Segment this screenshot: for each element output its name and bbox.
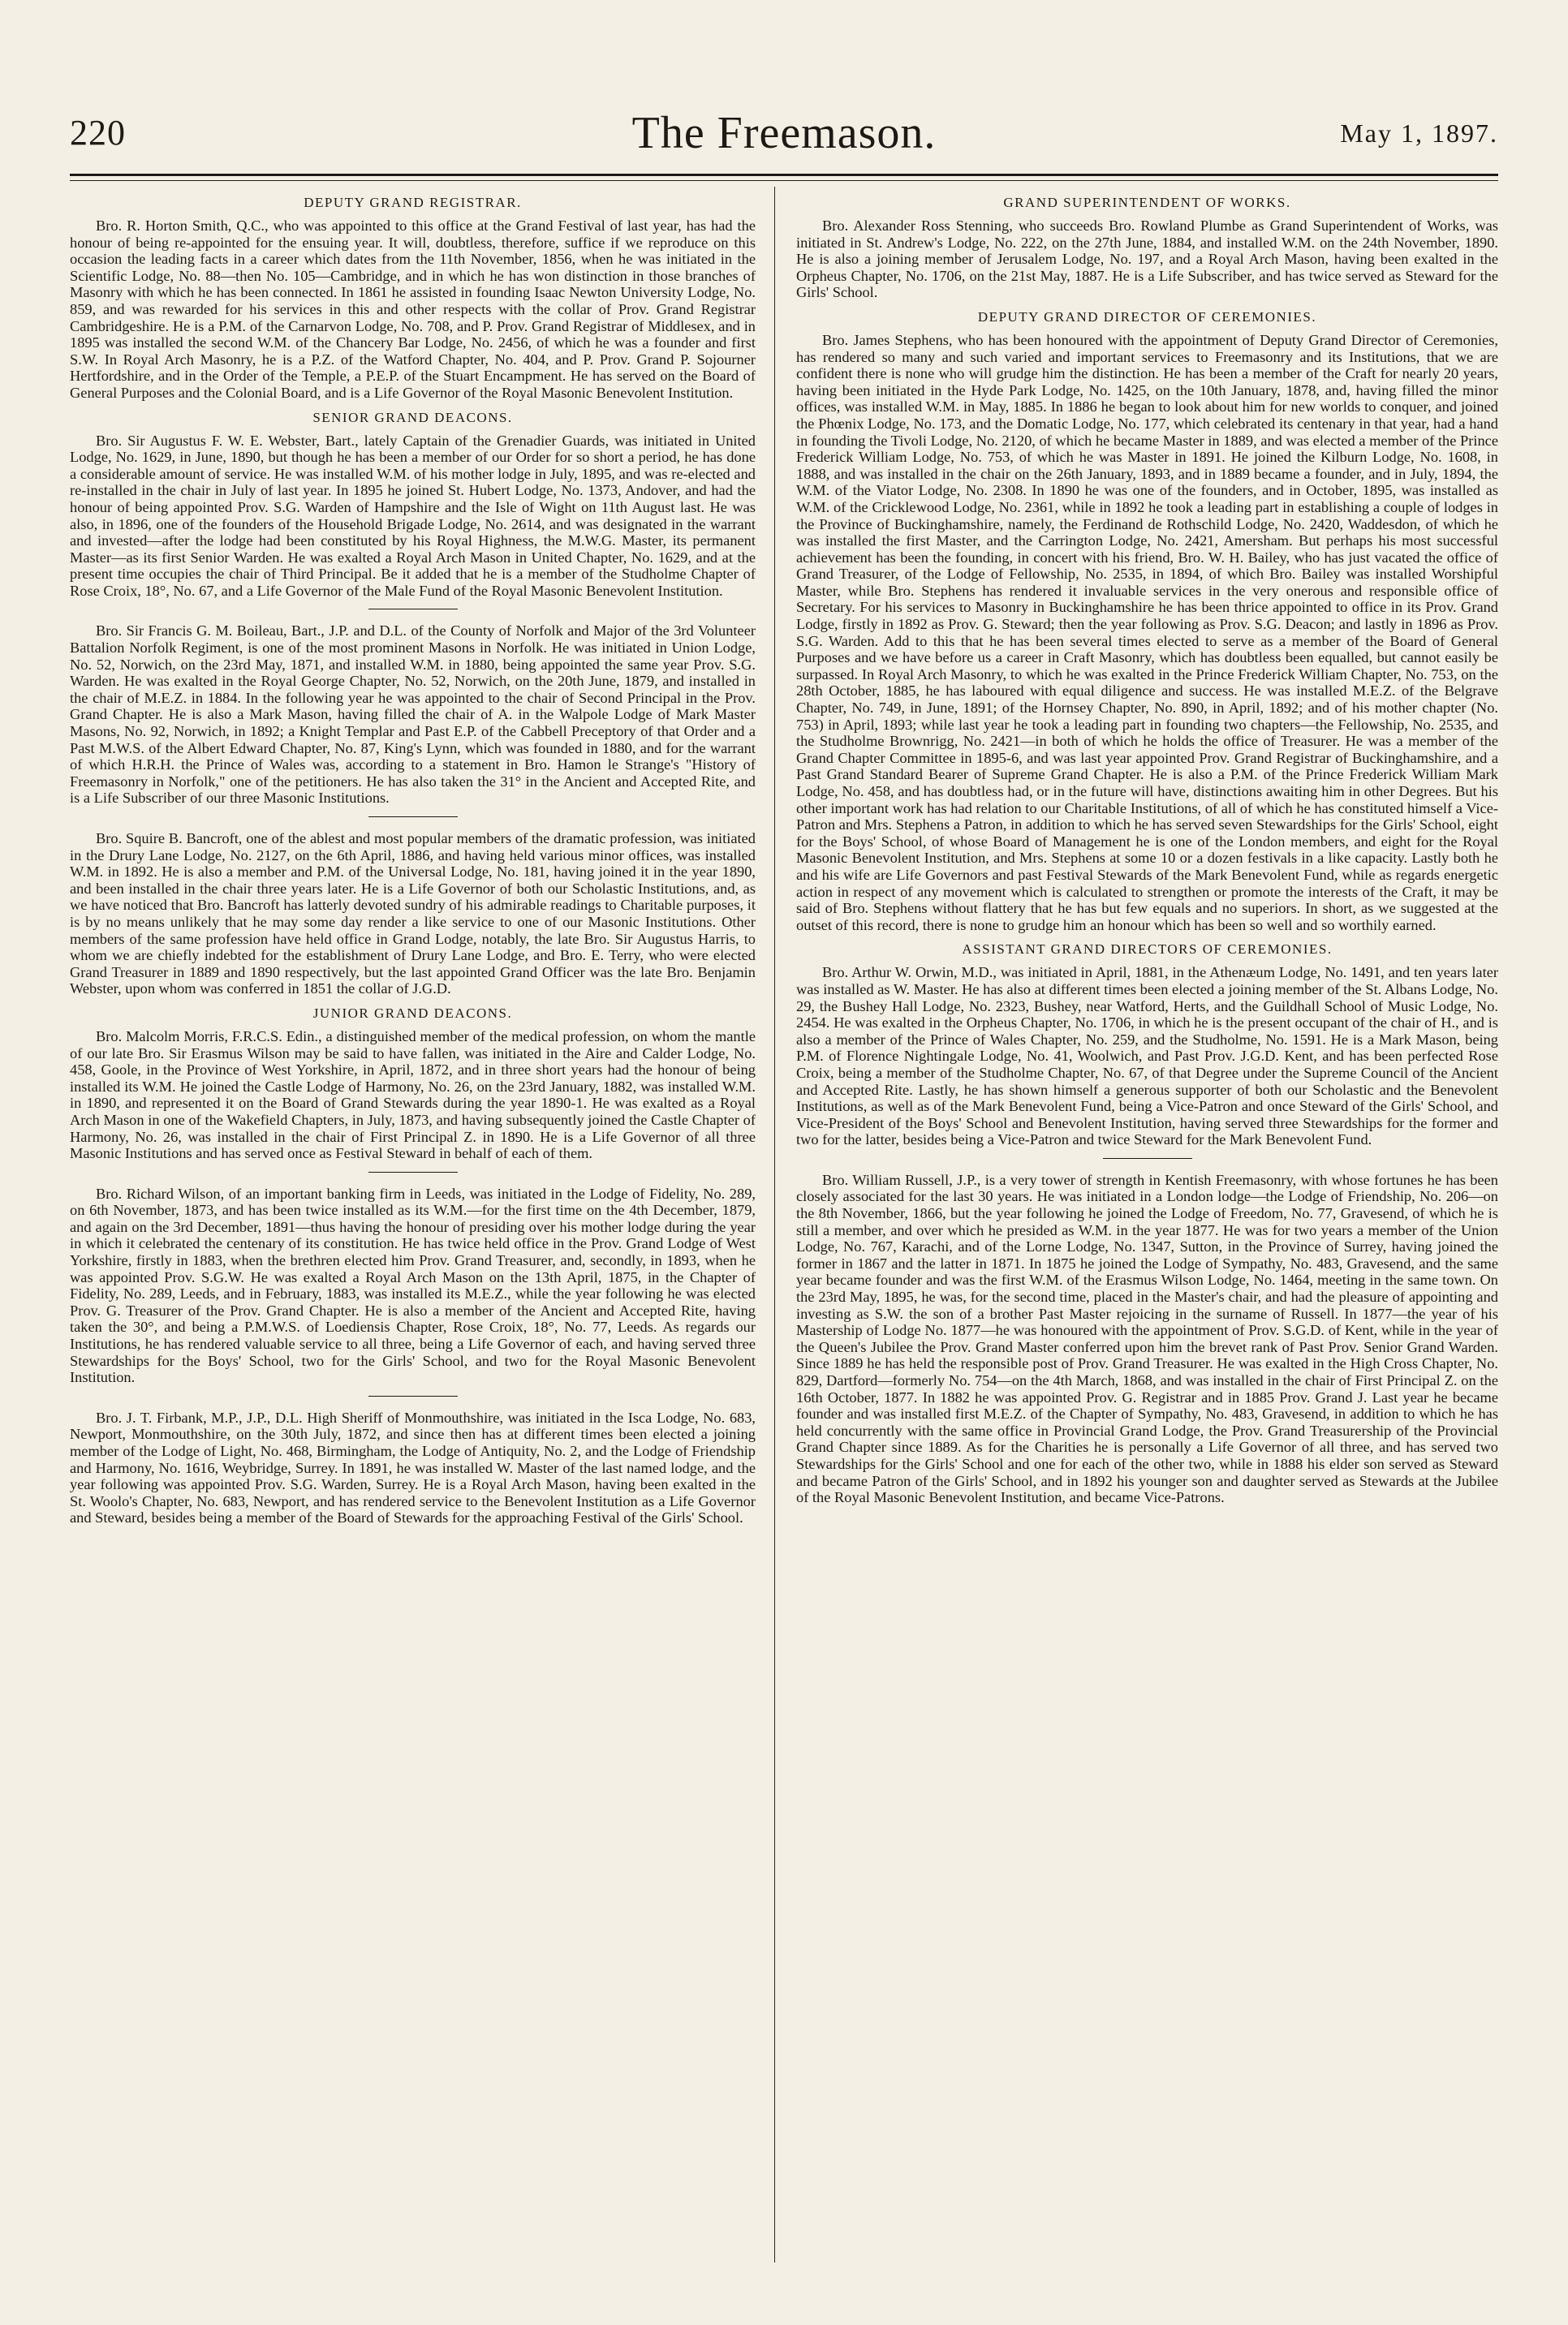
article-paragraph: Bro. James Stephens, who has been honoured with the appointment of Deputy Grand Director of Ceremonies, has rendered so many and such varied and important services to Freemasonry and its Institutions, that we are confident there is none who will grudge him the distinction. He has been a member of the Craft for nearly 20 years, having been initiated in the Hyde Park Lodge, No. 1425, on the 10th January, 1878, and, having filled the minor offices, was installed W.M. in May, 1885. In 1886 he began to look about him for new worlds to conquer, and joined the Phœnix Lodge, No. 173, and the Domatic Lodge, No. 177, which celebrated its centenary in that year, had a hand in founding the Tivoli Lodge, No. 2120, of which he became Master in 1889, and was elected a member of the Prince Frederick William Lodge, No. 753, of which he was Master in 1891. He joined the Kilburn Lodge, No. 1608, in 1888, and was installed in the chair on the 26th January, 1893, and in 1889 became a founder, and in July, 1894, the W.M. of the Viator Lodge, No. 2308. In 1890 he was one of the founders, and in October, 1895, was installed as W.M. of the Cricklewood Lodge, No. 2361, while in 1892 he took a leading part in establishing a couple of lodges in the Province of Buckinghamshire, namely, the Ferdinand de Rothschild Lodge, No. 2420, Waddesdon, of which he was installed the first Master, and the Carrington Lodge, No. 2421, Amersham. But perhaps his most successful achievement has been the founding, in concert with his friend, Bro. W. H. Bailey, who has just vacated the office of Grand Treasurer, of the Lodge of Fellowship, No. 2535, in 1894, of which Bro. Bailey was installed Worshipful Master, while Bro. Stephens has rendered it invaluable services in the very onerous and responsible office of Secretary. For his services to Masonry in Buckinghamshire he has been thrice appointed to office in its Prov. Grand Lodge, firstly in 1892 as Prov. G. Steward; then the year following as Prov. S.G. Deacon; and lastly in 1896 as Prov. S.G. Warden. Add to this that he has been several times elected to serve as a member of the Board of General Purposes and we have before us a career in Craft Masonry, which has doubtless been equalled, but cannot easily be surpassed. In Royal Arch Masonry, to which he was exalted in the Prince Frederick William Chapter, No. 753, on the 28th October, 1885, he has laboured with equal diligence and success. He was installed M.E.Z. of the Belgrave Chapter, No. 749, in June, 1891; of the Hornsey Chapter, No. 890, in April, 1892; and of his mother chapter (No. 753) in April, 1893; while last year he took a leading part in founding two chapters—the Fellowship, No. 2535, and the Studholme Brownrigg, No. 2421—in both of which he holds the office of Treasurer. He was a member of the Grand Chapter Committee in 1895-6, and was last year appointed Prov. Grand Registrar of Buckinghamshire, and a Past Grand Standard Bearer of Supreme Grand Chapter. He is also a P.M. of the Prince Frederick William Mark Lodge, No. 458, and has doubtless had, or in the future will have, distinctions awaiting him in other Degrees. But his other important work has had relation to our Charitable Institutions, of all of which he has constituted himself a Vice-Patron and Mrs. Stephens a Patron, in addition to which he has served seven Stewardships for the Girls' School, eight for the Boys' School, of whose Board of Management he is one of the London members, and eight for the Royal Masonic Benevolent Institution, and Mrs. Stephens at some 10 or a dozen festivals in a like capacity. Lastly both he and his wife are Life Governors and past Festival Stewards of the Mark Benevolent Fund, while as regards energetic action in respect of any movement which is calculated to strengthen or promote the interests of the Craft, it may be said of Bro. Stephens without flattery that he has but few equals and no superiors. In short, as we suggested at the outset of this record, there is none to grudge him an honour which has been so well and so worthily earned. <box>796 331 1498 933</box>
column-divider <box>774 187 775 2263</box>
article-paragraph: Bro. Sir Augustus F. W. E. Webster, Bart., lately Captain of the Grenadier Guards, was initiated in United Lodge, No. 1629, in June, 1890, but though he has been a member of our Order for so short a period, he has done a considerable amount of service. He was installed W.M. of his mother lodge in July, 1895, and was re-elected and re-installed in the chair in July of last year. In 1895 he joined St. Hubert Lodge, No. 1373, Andover, and had the honour of being appointed Prov. S.G. Warden of Hampshire and the Isle of Wight on 11th August last. He was also, in 1896, one of the founders of the Household Brigade Lodge, No. 2614, and was designated in the warrant and invested—after the lodge had been constituted by his Royal Highness, the M.W.G. Master, its permanent Master—as its first Senior Warden. He was exalted a Royal Arch Mason in United Chapter, No. 1629, and at the present time occupies the chair of Third Principal. Be it added that he is a member of the Studholme Chapter of Rose Croix, 18°, No. 67, and a Life Governor of the Male Fund of the Royal Masonic Benevolent Institution. <box>70 432 756 599</box>
article-paragraph: Bro. Arthur W. Orwin, M.D., was initiated in April, 1881, in the Athenæum Lodge, No. 1491, and ten years later was installed as W. Master. He has also at different times been elected a joining member of the St. Albans Lodge, No. 29, the Bushey Hall Lodge, No. 2323, Bushey, near Watford, Herts, and the Guildhall School of Music Lodge, No. 2454. He was exalted in the Orpheus Chapter, No. 1706, in which he is the present occupant of the chair of H., and is also a member of the Prince of Wales Chapter, No. 259, and the Studholme, No. 1591. He is a Mark Mason, being P.M. of Florence Nightingale Lodge, No. 41, Woolwich, and Past Prov. J.G.D. Kent, and has been perfected Rose Croix, being a member of the Studholme Chapter, No. 67, of that Degree under the Supreme Council of the Ancient and Accepted Rite. Lastly, he has shown himself a generous supporter of both our Scholastic and the Benevolent Institutions, as well as of the Mark Benevolent Fund, being a Vice-Patron and once Steward of the Girls' School, and Vice-President of the Boys' School and Benevolent Institution, having served three Stewardships for the former and two for the latter, besides being a Vice-Patron and twice Steward for the Mark Benevolent Fund. <box>796 964 1498 1148</box>
section-heading: ASSISTANT GRAND DIRECTORS OF CEREMONIES. <box>962 941 1333 958</box>
article-columns <box>70 187 1498 2279</box>
masthead-rule-thick <box>70 174 1498 176</box>
masthead-rule-thin <box>70 180 1498 181</box>
article-paragraph: Bro. Malcolm Morris, F.R.C.S. Edin., a distinguished member of the medical profession, on whom the mantle of our late Bro. Sir Erasmus Wilson may be said to have fallen, was initiated in the Aire and Calder Lodge, No. 458, Goole, in the Province of West Yorkshire, in April, 1872, and in three short years had the honour of being installed its W.M. He joined the Castle Lodge of Harmony, No. 26, on the 23rd January, 1882, was installed W.M. in 1890, and represented it on the Board of Grand Stewards during the year 1890-1. He was exalted as a Royal Arch Mason in one of the Wakefield Chapters, in July, 1873, and having subsequently joined the Castle Chapter of Harmony, No. 26, was installed in the chair of First Principal Z. in 1890. He is a Life Governor of all three Masonic Institutions and has served once as Festival Steward in behalf of each of them. <box>70 1027 756 1162</box>
article-paragraph: Bro. Alexander Ross Stenning, who succeeds Bro. Rowland Plumbe as Grand Superintendent of Works, was initiated in St. Andrew's Lodge, No. 222, on the 27th June, 1884, and installed W.M. on the 24th November, 1890. He is also a joining member of Jerusalem Lodge, No. 197, and a Royal Arch Mason, having been exalted in the Orpheus Chapter, No. 1706, on the 21st May, 1887. He is a Life Subscriber, and has twice served as Steward for the Girls' School. <box>796 217 1498 301</box>
divider <box>368 1172 458 1173</box>
section-assistant-grand-directors-of-ceremonies <box>796 941 1498 1505</box>
divider <box>368 1396 458 1397</box>
article-paragraph: Bro. J. T. Firbank, M.P., J.P., D.L. High Sheriff of Monmouthshire, was initiated in the Isca Lodge, No. 683, Newport, Monmouthshire, on the 30th July, 1872, and since then has at different times been elected a joining member of the Lodge of Light, No. 468, Birmingham, the Lodge of Antiquity, No. 2, and the Lodge of Friendship and Harmony, No. 1616, Weybridge, Surrey. In 1891, he was installed W. Master of the last named lodge, and the year following was appointed Prov. S.G. Warden, Surrey. He is a Royal Arch Mason, having been exalted in the St. Woolo's Chapter, No. 683, Newport, and has rendered service to the Benevolent Institution as a Life Governor and Steward, besides being a member of the Board of Stewards for the approaching Festival of the Girls' School. <box>70 1409 756 1526</box>
section-senior-grand-deacons <box>70 410 756 997</box>
article-paragraph: Bro. Richard Wilson, of an important banking firm in Leeds, was initiated in the Lodge of Fidelity, No. 289, on 6th November, 1873, and has been twice installed as its W.M.—for the first time on the 4th December, 1879, and again on the 3rd December, 1891—thus having the honour of presiding over his mother lodge during the year in which it celebrated the centenary of its constitution. He has twice held office in the Prov. Grand Lodge of West Yorkshire, firstly in 1883, when the brethren elected him Prov. Grand Treasurer, and, secondly, in 1893, when he was appointed Prov. S.G.W. He was exalted a Royal Arch Mason on the 13th April, 1875, in the Chapter of Fidelity, No. 289, Leeds, and in February, 1883, was installed its M.E.Z., while the year following he was elected Prov. G. Treasurer of the Prov. Grand Chapter. He is also a member of the Ancient and Accepted Rite, having taken the 30°, and being a P.M.W.S. of Loediensis Chapter, Rose Croix, 18°, No. 77, Leeds. As regards our Institutions, he has rendered valuable service to all three, being a Life Governor of each, and having served three Stewardships for the Boys' School, two for the Girls' School, and two for the Royal Masonic Benevolent Institution. <box>70 1185 756 1386</box>
left-column <box>70 187 756 2279</box>
section-heading: DEPUTY GRAND REGISTRAR. <box>304 195 522 210</box>
section-grand-superintendent-of-works <box>796 195 1498 301</box>
section-heading: GRAND SUPERINTENDENT OF WORKS. <box>1003 195 1291 210</box>
article-paragraph: Bro. Squire B. Bancroft, one of the ablest and most popular members of the dramatic profession, was initiated in the Drury Lane Lodge, No. 2127, on the 6th April, 1886, and having held various minor offices, was installed W.M. in 1892. He is also a member and P.M. of the Universal Lodge, No. 181, having joined it in the year 1890, and been installed in the chair three years later. He is a Life Governor of both our Scholastic Institutions, and, as we have noticed that Bro. Bancroft has latterly devoted sundry of his admirable readings to Charitable purposes, it is by no means unlikely that he may some day render a like service to one of our Masonic Institutions. Other members of the same profession have held office in Grand Lodge, notably, the late Bro. Sir Augustus Harris, to whom we are chiefly indebted for the establishment of Drury Lane Lodge, and Bro. E. Terry, who were elected Grand Treasurer in 1889 and 1890 respectively, but the last appointed Grand Officer was the late Bro. Benjamin Webster, upon whom was conferred in 1851 the collar of J.G.D. <box>70 830 756 997</box>
article-paragraph: Bro. Sir Francis G. M. Boileau, Bart., J.P. and D.L. of the County of Norfolk and Major of the 3rd Volunteer Battalion Norfolk Regiment, is one of the most prominent Masons in Norfolk. He was initiated in Union Lodge, No. 52, Norwich, on the 23rd May, 1871, and installed W.M. in 1880, being appointed the same year Prov. S.G. Warden. He was exalted in the Royal George Chapter, No. 52, Norwich, on the 20th June, 1879, and installed in the chair of M.E.Z. in 1884. In the following year he was appointed to the chair of Second Principal in the Prov. Grand Chapter. He is also a Mark Mason, having filled the chair of A. in the Walpole Lodge of Mark Master Masons, No. 92, Norwich, in 1892; a Knight Templar and Past E.P. of the Cabbell Preceptory of that Order and a Past M.W.S. of the Albert Edward Chapter, No. 87, King's Lynn, which was founded in 1880, and for the warrant of which H.R.H. the Prince of Wales was, according to a statement in Bro. Hamon le Strange's "History of Freemasonry in Norfolk," one of the petitioners. He has also taken the 31° in the Ancient and Accepted Rite, and is a Life Subscriber of our three Masonic Institutions. <box>70 622 756 807</box>
journal-title: The Freemason. <box>631 108 937 158</box>
divider <box>368 816 458 817</box>
divider <box>1103 1158 1192 1159</box>
section-deputy-grand-registrar <box>70 195 756 402</box>
article-paragraph: Bro. William Russell, J.P., is a very tower of strength in Kentish Freemasonry, with whose fortunes he has been closely associated for the last 30 years. He was initiated in a London lodge—the Lodge of Friendship, No. 206—on the 8th November, 1866, but the year following he joined the Lodge of Freedom, No. 77, Gravesend, of which he is still a member, and over which he presided as W.M. in the year 1877. He was for two years a member of the Union Lodge, No. 767, Karachi, and of the Lorne Lodge, No. 1347, Sutton, in the Province of Surrey, having joined the former in 1867 and the latter in 1871. In 1875 he joined the Lodge of Sympathy, No. 483, Gravesend, and the same year became founder and was the first W.M. of the Erasmus Wilson Lodge, No. 1464, meeting in the same town. On the 23rd May, 1895, he was, for the second time, placed in the Master's chair, and had the pleasure of appointing and investing as S.W. the son of a brother Past Master rejoicing in the surname of Russell. In 1877—the year of his Mastership of Lodge No. 1877—he was honoured with the appointment of Prov. S.G.D. of Kent, while in the year of the Queen's Jubilee the Prov. Grand Master conferred upon him the brevet rank of Past Prov. Senior Grand Warden. Since 1889 he has held the responsible post of Prov. Grand Treasurer. He was exalted in the High Cross Chapter, No. 829, Dartford—formerly No. 754—on the 4th March, 1868, and was installed in the chair of First Principal Z. on the 16th October, 1877. In 1882 he was appointed Prov. G. Registrar and in 1885 Prov. Grand J. Last year he became founder and was installed first M.E.Z. of the Chapter of Sympathy, No. 483, Gravesend, in addition to which he has held concurrently with the same office in Provincial Grand Lodge, the Prov. Grand Treasurership of the Provincial Grand Chapter since 1889. As for the Charities he is personally a Life Governor of all three, and has served two Stewardships for the Girls' School and one for each of the other two, while in 1888 his elder son served as Steward and became Patron of the Girls' School, and in 1892 his younger son and daughter served as Stewards at the Jubilee of the Royal Masonic Benevolent Institution, and became Vice-Patrons. <box>796 1171 1498 1506</box>
section-heading: SENIOR GRAND DEACONS. <box>312 409 513 425</box>
article-paragraph: Bro. R. Horton Smith, Q.C., who was appointed to this office at the Grand Festival of last year, has had the honour of being re-appointed for the ensuing year. It will, doubtless, therefore, suffice if we reproduce on this occasion the leading facts in a career which dates from the 11th November, 1856, when he was initiated in the Scientific Lodge, No. 88—then No. 105—Cambridge, and in which he has won distinction in those branches of Masonry with which he has been connected. In 1861 he assisted in founding Isaac Newton University Lodge, No. 859, and was rewarded for his services in this and other respects with the collar of Prov. Grand Registrar Cambridgeshire. He is a P.M. of the Carnarvon Lodge, No. 708, and P. Prov. Grand Registrar of Middlesex, and in 1895 was installed the second W.M. of the Chancery Bar Lodge, No. 2456, of which he was a founder and first S.W. In Royal Arch Masonry, he is a P.Z. of the Watford Chapter, No. 404, and P. Prov. Grand P. Sojourner Hertfordshire, and in the Order of the Temple, a P.E.P. of the Stuart Encampment. He has served on the Board of General Purposes and the Colonial Board, and is a Life Governor of the Royal Masonic Benevolent Institution. <box>70 217 756 401</box>
right-column <box>796 187 1498 2279</box>
newspaper-page <box>70 108 1498 2279</box>
section-junior-grand-deacons <box>70 1005 756 1526</box>
issue-date: May 1, 1897. <box>1340 118 1498 148</box>
section-heading: DEPUTY GRAND DIRECTOR OF CEREMONIES. <box>977 308 1317 325</box>
page-number: 220 <box>70 113 126 153</box>
section-heading: JUNIOR GRAND DEACONS. <box>312 1005 513 1021</box>
masthead <box>70 108 1498 170</box>
section-deputy-grand-director-of-ceremonies <box>796 309 1498 933</box>
